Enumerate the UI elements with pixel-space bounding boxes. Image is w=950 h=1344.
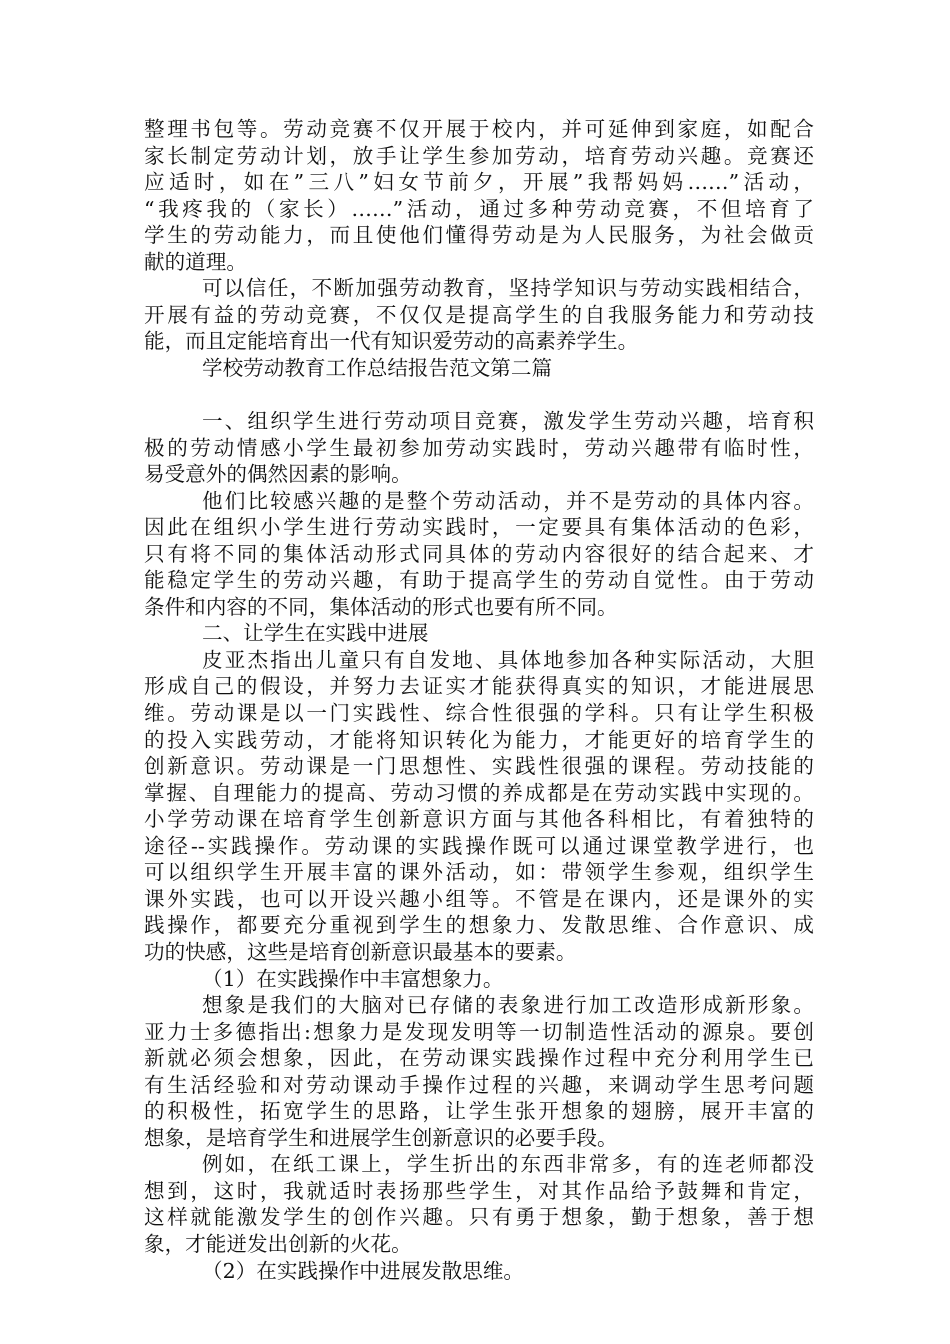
text-line: 学生的劳动能力，而且使他们懂得劳动是为人民服务，为社会做贡 <box>144 223 814 248</box>
text-line: 形成自己的假设，并努力去证实才能获得真实的知识，才能进展思 <box>144 674 814 699</box>
text-line: 只有将不同的集体活动形式同具体的劳动内容很好的结合起来、才 <box>144 541 814 566</box>
text-line: 可以组织学生开展丰富的课外活动，如：带领学生参观，组织学生 <box>144 860 814 885</box>
text-line: 家长制定劳动计划，放手让学生参加劳动，培育劳动兴趣。竞赛还 <box>144 143 814 168</box>
text-line: （1）在实践操作中丰富想象力。 <box>202 966 504 991</box>
text-line: 条件和内容的不同，集体活动的形式也要有所不同。 <box>144 594 618 619</box>
text-line: 献的道理。 <box>144 249 247 274</box>
text-line: 应适时，如在”三八”妇女节前夕，开展”我帮妈妈……”活动， <box>144 170 814 195</box>
text-line: 象，才能迸发出创新的火花。 <box>144 1231 412 1256</box>
text-line: 能稳定学生的劳动兴趣，有助于提高学生的劳动自觉性。由于劳动 <box>144 568 814 593</box>
text-line: 创新意识。劳动课是一门思想性、实践性很强的课程。劳动技能的 <box>144 754 814 779</box>
text-line: 新就必须会想象，因此，在劳动课实践操作过程中充分利用学生已 <box>144 1046 814 1071</box>
blank-line <box>144 381 814 408</box>
text-line: 的投入实践劳动，才能将知识转化为能力，才能更好的培育学生的 <box>144 727 814 752</box>
text-line: 掌握、自理能力的提高、劳动习惯的养成都是在劳动实践中实现的。 <box>144 780 814 805</box>
text-line: 途径--实践操作。劳动课的实践操作既可以通过课堂教学进行，也 <box>144 833 814 858</box>
text-line: 学校劳动教育工作总结报告范文第二篇 <box>202 355 553 380</box>
text-line: （2）在实践操作中进展发散思维。 <box>202 1258 525 1283</box>
text-line: 课外实践，也可以开设兴趣小组等。不管是在课内，还是课外的实 <box>144 886 814 911</box>
text-line: 想象是我们的大脑对已存储的表象进行加工改造形成新形象。 <box>202 993 814 1018</box>
text-line: “我疼我的（家长）……”活动，通过多种劳动竞赛，不但培育了 <box>144 196 814 221</box>
text-line: 开展有益的劳动竞赛，不仅仅是提高学生的自我服务能力和劳动技 <box>144 302 814 327</box>
text-line: 一、组织学生进行劳动项目竞赛，激发学生劳动兴趣，培育积 <box>202 409 814 434</box>
text-line: 亚力士多德指出:想象力是发现发明等一切制造性活动的源泉。要创 <box>144 1019 814 1044</box>
text-line: 可以信任，不断加强劳动教育，坚持学知识与劳动实践相结合， <box>202 276 814 301</box>
text-line: 小学劳动课在培育学生创新意识方面与其他各科相比，有着独特的 <box>144 807 814 832</box>
text-line: 这样就能激发学生的创作兴趣。只有勇于想象，勤于想象，善于想 <box>144 1205 814 1230</box>
text-line: 有生活经验和对劳动课动手操作过程的兴趣，来调动学生思考问题 <box>144 1072 814 1097</box>
text-line: 二、让学生在实践中进展 <box>202 621 429 646</box>
text-line: 极的劳动情感小学生最初参加劳动实践时，劳动兴趣带有临时性， <box>144 435 814 460</box>
text-line: 功的快感，这些是培育创新意识最基本的要素。 <box>144 939 577 964</box>
text-line: 维。劳动课是以一门实践性、综合性很强的学科。只有让学生积极 <box>144 701 814 726</box>
text-line: 能，而且定能培育出一代有知识爱劳动的高素养学生。 <box>144 329 639 354</box>
text-line: 他们比较感兴趣的是整个劳动活动，并不是劳动的具体内容。 <box>202 488 814 513</box>
text-line: 整理书包等。劳动竞赛不仅开展于校内，并可延伸到家庭，如配合 <box>144 117 814 141</box>
text-line: 易受意外的偶然因素的影响。 <box>144 462 412 487</box>
document-body <box>144 116 814 1284</box>
text-line: 例如，在纸工课上，学生折出的东西非常多，有的连老师都没 <box>202 1152 814 1177</box>
text-line: 的积极性，拓宽学生的思路，让学生张开想象的翅膀，展开丰富的 <box>144 1099 814 1124</box>
text-line: 践操作，都要充分重视到学生的想象力、发散思维、合作意识、成 <box>144 913 814 938</box>
text-line: 想象，是培育学生和进展学生创新意识的必要手段。 <box>144 1125 618 1150</box>
text-line: 皮亚杰指出儿童只有自发地、具体地参加各种实际活动，大胆 <box>202 647 814 672</box>
text-line: 想到，这时，我就适时表扬那些学生，对其作品给予鼓舞和肯定， <box>144 1178 814 1203</box>
text-line: 因此在组织小学生进行劳动实践时，一定要具有集体活动的色彩， <box>144 515 814 540</box>
